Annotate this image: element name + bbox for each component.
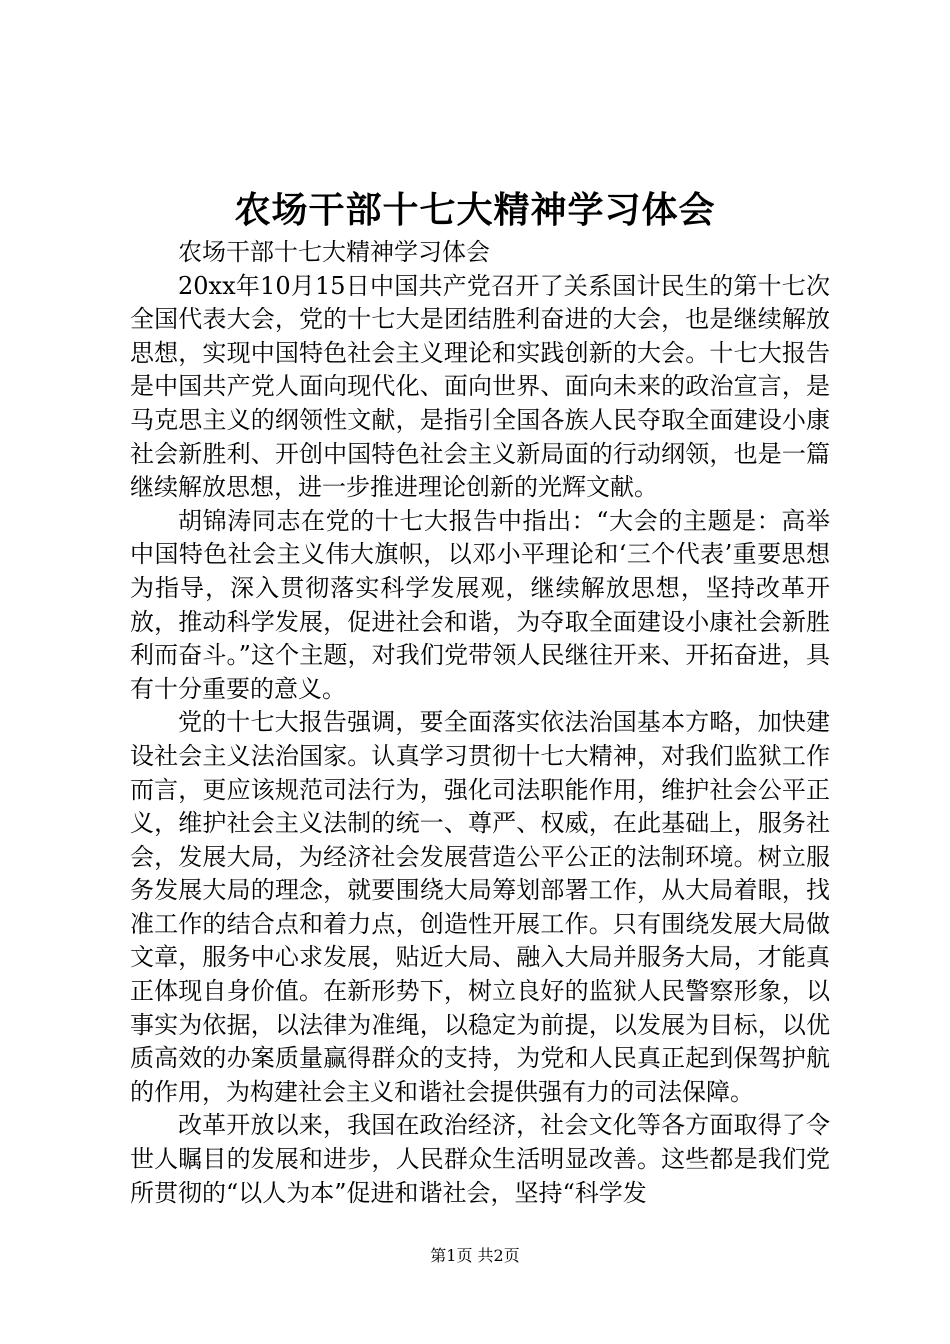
document-body xyxy=(130,236,830,1210)
paragraph: 20xx年10月15日中国共产党召开了关系国计民生的第十七次全国代表大会，党的十七大是团结胜利奋进的大会，也是继续解放思想，实现中国特色社会主义理论和实践创新的大会。十七大报告是中国共产党人面向现代化、面向世界、面向未来的政治宣言，是马克思主义的纲领性文献，是指引全国各族人民夺取全面建设小康社会新胜利、开创中国特色社会主义新局面的行动纲领，也是一篇继续解放思想，进一步推进理论创新的光辉文献。 xyxy=(130,271,830,502)
paragraph: 胡锦涛同志在党的十七大报告中指出：“大会的主题是：高举中国特色社会主义伟大旗帜，以邓小平理论和‘三个代表’重要思想为指导，深入贯彻落实科学发展观，继续解放思想，坚持改革开放，推动科学发展，促进社会和谐，为夺取全面建设小康社会新胜利而奋斗。”这个主题，对我们党带领人民继往开来、开拓奋进，具有十分重要的意义。 xyxy=(130,506,830,703)
paragraph-subtitle: 农场干部十七大精神学习体会 xyxy=(178,238,490,266)
paragraph: 党的十七大报告强调，要全面落实依法治国基本方略，加快建设社会主义法治国家。认真学习贯彻十七大精神，对我们监狱工作而言，更应该规范司法行为，强化司法职能作用，维护社会公平正义，维护社会主义法制的统一、尊严、权威，在此基础上，服务社会，发展大局，为经济社会发展营造公平公正的法制环境。树立服务发展大局的理念，就要围绕大局筹划部署工作，从大局着眼，找准工作的结合点和着力点，创造性开展工作。只有围绕发展大局做文章，服务中心求发展，贴近大局、融入大局并服务大局，才能真正体现自身价值。在新形势下，树立良好的监狱人民警察形象，以事实为依据，以法律为准绳，以稳定为前提，以发展为目标，以优质高效的办案质量赢得群众的支持，为党和人民真正起到保驾护航的作用，为构建社会主义和谐社会提供强有力的司法保障。 xyxy=(130,708,830,1106)
page-number-footer: 第1页 共2页 xyxy=(430,1246,520,1265)
paragraph: 改革开放以来，我国在政治经济，社会文化等各方面取得了令世人瞩目的发展和进步，人民群众生活明显改善。这些都是我们党所贯彻的“以人为本”促进和谐社会，坚持“科学发 xyxy=(130,1111,830,1207)
document-title: 农场干部十七大精神学习体会 xyxy=(234,189,716,231)
